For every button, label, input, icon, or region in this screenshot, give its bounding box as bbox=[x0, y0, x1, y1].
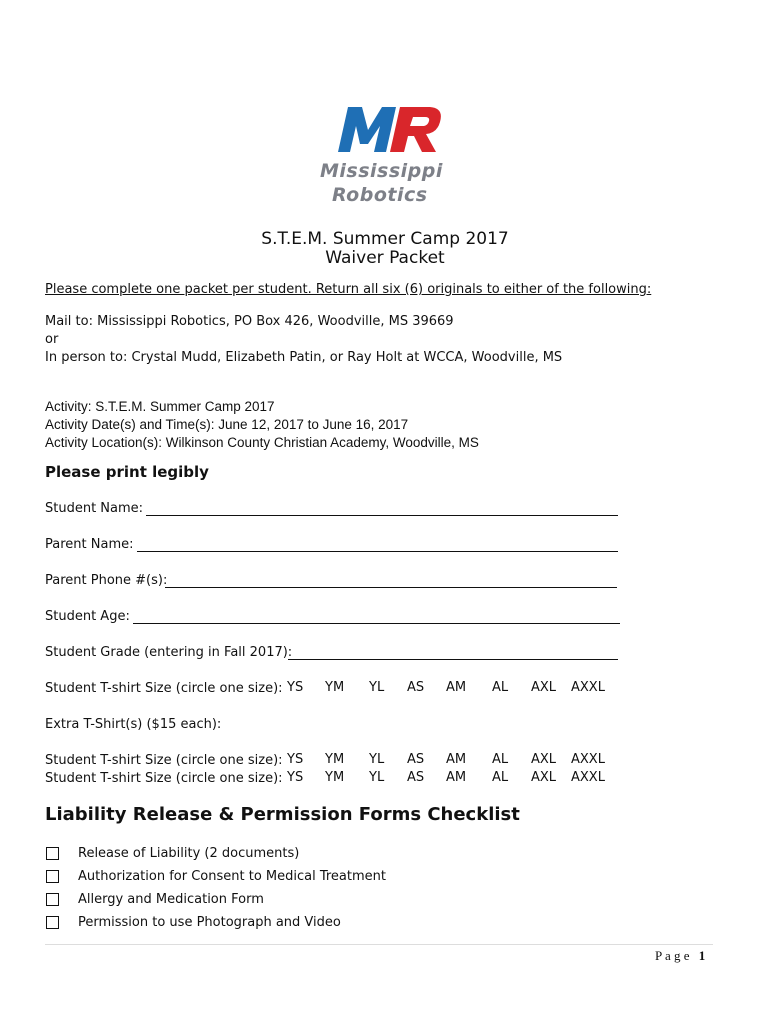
parent-phone-field[interactable] bbox=[165, 587, 617, 588]
checklist-item: Allergy and Medication Form bbox=[78, 892, 264, 907]
page-number: 1 bbox=[698, 948, 706, 963]
print-heading: Please print legibly bbox=[45, 463, 209, 481]
size-option[interactable]: AS bbox=[407, 752, 425, 767]
size-option[interactable]: AL bbox=[492, 680, 509, 695]
student-name-label: Student Name: bbox=[45, 501, 144, 516]
size-option[interactable]: AM bbox=[446, 680, 467, 695]
size-option[interactable]: AS bbox=[407, 770, 425, 785]
checklist-item: Authorization for Consent to Medical Treatment bbox=[78, 869, 386, 884]
size-option[interactable]: AXXL bbox=[571, 770, 605, 785]
size-option[interactable]: YS bbox=[287, 680, 304, 695]
mail-or: or bbox=[45, 332, 59, 347]
page-label: P a g e bbox=[655, 948, 690, 963]
checklist-item: Release of Liability (2 documents) bbox=[78, 846, 300, 861]
size-option[interactable]: YS bbox=[287, 752, 304, 767]
size-option[interactable]: AM bbox=[446, 752, 467, 767]
activity-location: Activity Location(s): Wilkinson County Christian Academy, Woodville, MS bbox=[45, 435, 479, 450]
checklist-heading: Liability Release & Permission Forms Checklist bbox=[45, 804, 520, 825]
activity-dates: Activity Date(s) and Time(s): June 12, 2017 to June 16, 2017 bbox=[45, 417, 409, 432]
size-option[interactable]: YS bbox=[287, 770, 304, 785]
size-option[interactable]: YL bbox=[369, 770, 385, 785]
size-option[interactable]: AXL bbox=[531, 770, 557, 785]
size-option[interactable]: YL bbox=[369, 752, 385, 767]
parent-name-field[interactable] bbox=[137, 551, 618, 552]
student-grade-label: Student Grade (entering in Fall 2017): bbox=[45, 645, 293, 660]
size-option[interactable]: AS bbox=[407, 680, 425, 695]
parent-name-label: Parent Name: bbox=[45, 537, 134, 552]
checklist-item: Permission to use Photograph and Video bbox=[78, 915, 341, 930]
student-age-field[interactable] bbox=[133, 623, 620, 624]
in-person-line: In person to: Crystal Mudd, Elizabeth Patin, or Ray Holt at WCCA, Woodville, MS bbox=[45, 350, 563, 365]
extra-tshirt-row1-label: Student T-shirt Size (circle one size): bbox=[45, 753, 283, 768]
page-footer bbox=[655, 948, 705, 964]
size-option[interactable]: AM bbox=[446, 770, 467, 785]
size-option[interactable]: YL bbox=[369, 680, 385, 695]
size-option[interactable]: AL bbox=[492, 770, 509, 785]
title-line2: Waiver Packet bbox=[325, 248, 445, 268]
student-age-label: Student Age: bbox=[45, 609, 130, 624]
checkbox[interactable] bbox=[46, 893, 59, 906]
title-line1: S.T.E.M. Summer Camp 2017 bbox=[261, 229, 509, 249]
size-option[interactable]: YM bbox=[325, 770, 345, 785]
size-option[interactable]: YM bbox=[325, 680, 345, 695]
extra-size-options-1 bbox=[0, 752, 770, 770]
instructions: Please complete one packet per student. Return all six (6) originals to either of the following: bbox=[45, 282, 652, 297]
size-option[interactable]: AXL bbox=[531, 752, 557, 767]
student-name-field[interactable] bbox=[146, 515, 618, 516]
size-option[interactable]: AXXL bbox=[571, 752, 605, 767]
mail-line: Mail to: Mississippi Robotics, PO Box 426, Woodville, MS 39669 bbox=[45, 314, 454, 329]
extra-size-options-2 bbox=[0, 770, 770, 788]
logo-line2: Robotics bbox=[332, 184, 428, 206]
checkbox[interactable] bbox=[46, 847, 59, 860]
size-option[interactable]: AL bbox=[492, 752, 509, 767]
student-grade-field[interactable] bbox=[288, 659, 618, 660]
footer-divider bbox=[45, 944, 713, 945]
logo-line1: Mississippi bbox=[320, 160, 443, 182]
extra-tshirt-row2-label: Student T-shirt Size (circle one size): bbox=[45, 771, 283, 786]
size-option[interactable]: AXXL bbox=[571, 680, 605, 695]
parent-phone-label: Parent Phone #(s): bbox=[45, 573, 168, 588]
size-option[interactable]: AXL bbox=[531, 680, 557, 695]
mississippi-robotics-logo bbox=[318, 102, 458, 212]
tshirt-label: Student T-shirt Size (circle one size): bbox=[45, 681, 283, 696]
activity-name: Activity: S.T.E.M. Summer Camp 2017 bbox=[45, 399, 275, 414]
checkbox[interactable] bbox=[46, 870, 59, 883]
tshirt-size-options bbox=[0, 680, 770, 698]
checkbox[interactable] bbox=[46, 916, 59, 929]
size-option[interactable]: YM bbox=[325, 752, 345, 767]
extra-tshirt-label: Extra T-Shirt(s) ($15 each): bbox=[45, 717, 222, 732]
